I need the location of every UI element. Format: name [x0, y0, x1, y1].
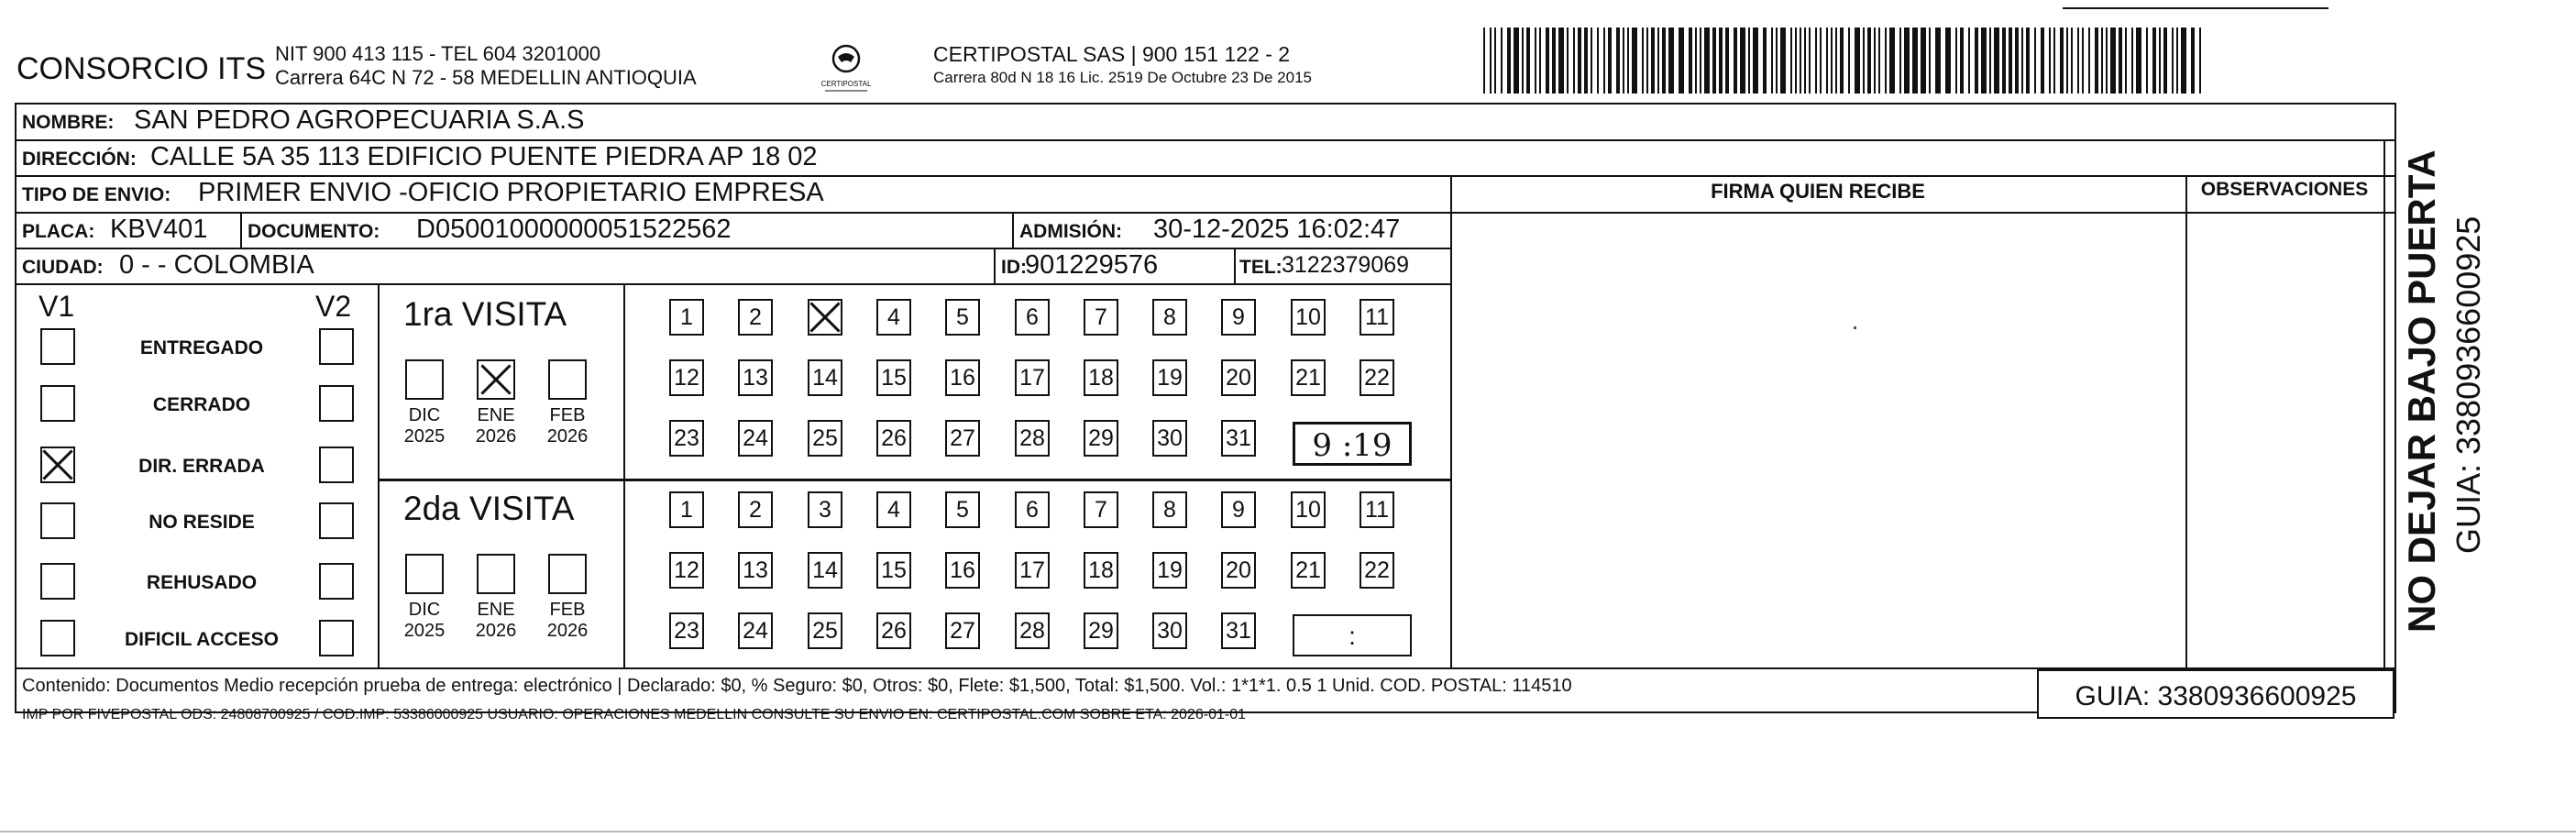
day-box[interactable]: 5: [945, 491, 980, 528]
barcode-bar: [1507, 28, 1511, 94]
day-box[interactable]: 28: [1015, 612, 1050, 649]
barcode-bar: [1809, 28, 1811, 94]
first-visit-title: 1ra VISITA: [403, 295, 567, 333]
day-box[interactable]: 26: [876, 420, 911, 457]
barcode-bar: [1826, 28, 1828, 94]
barcode-bar: [1712, 28, 1716, 94]
name-label: NOMBRE:: [22, 112, 115, 133]
barcode-bar: [1771, 28, 1773, 94]
day-box[interactable]: 23: [669, 612, 704, 649]
month-checkbox[interactable]: [548, 554, 587, 594]
col-line: [623, 283, 625, 667]
v1-checkbox[interactable]: [40, 385, 75, 422]
barcode-bar: [1546, 28, 1549, 94]
v1-checkbox[interactable]: [40, 447, 75, 483]
month-name: FEB: [549, 405, 586, 425]
barcode-bar: [1725, 28, 1729, 94]
barcode-bar: [1975, 28, 1978, 94]
barcode-bar: [1526, 28, 1530, 94]
day-box[interactable]: 8: [1152, 491, 1187, 528]
barcode-bar: [1820, 28, 1822, 94]
document-label: DOCUMENTO:: [248, 221, 380, 242]
tel-value: 3122379069: [1282, 252, 1410, 278]
name-value: SAN PEDRO AGROPECUARIA S.A.S: [134, 105, 585, 135]
barcode-bar: [2034, 28, 2036, 94]
day-box[interactable]: 10: [1291, 299, 1326, 336]
day-box[interactable]: 25: [808, 420, 842, 457]
day-box[interactable]: 11: [1360, 491, 1394, 528]
v1-checkbox[interactable]: [40, 502, 75, 539]
day-box[interactable]: 12: [669, 359, 704, 396]
barcode-bar: [2106, 28, 2108, 94]
day-box[interactable]: 24: [738, 612, 773, 649]
day-box[interactable]: 19: [1152, 359, 1187, 396]
day-box[interactable]: 19: [1152, 552, 1187, 589]
month-checkbox[interactable]: [405, 554, 444, 594]
day-box[interactable]: 4: [876, 299, 911, 336]
barcode-bar: [1490, 28, 1492, 94]
barcode-bar: [2181, 28, 2186, 94]
day-box[interactable]: 27: [945, 420, 980, 457]
barcode-bar: [1835, 28, 1837, 94]
day-box[interactable]: 10: [1291, 491, 1326, 528]
first-visit-time: 9 :19: [1312, 427, 1393, 464]
observations-title: OBSERVACIONES: [2200, 179, 2369, 200]
barcode-bar: [1867, 28, 1871, 94]
barcode-bar: [1689, 28, 1692, 94]
document-value: D05001000000051522562: [416, 215, 732, 244]
barcode-bar: [1584, 28, 1588, 94]
barcode-bar: [1662, 28, 1666, 94]
barcode-bar: [1840, 28, 1844, 94]
second-visit-time: :: [1349, 622, 1356, 650]
barcode-bar: [2015, 28, 2019, 94]
barcode-bar: [2053, 28, 2055, 94]
day-box[interactable]: 20: [1221, 359, 1256, 396]
day-box[interactable]: 2: [738, 299, 773, 336]
page-bottom-edge: [0, 831, 2576, 832]
admission-value: 30-12-2025 16:02:47: [1153, 215, 1401, 244]
month-label: [392, 405, 457, 447]
visit-separator: [378, 479, 1452, 481]
day-box[interactable]: 31: [1221, 420, 1256, 457]
barcode-bar: [1608, 28, 1612, 94]
barcode-bar: [1855, 28, 1860, 94]
status-option-label: NO RESIDE: [149, 512, 255, 533]
v2-checkbox[interactable]: [319, 563, 354, 600]
day-box[interactable]: 23: [669, 420, 704, 457]
month-checkbox[interactable]: [548, 359, 587, 400]
status-option-label: DIR. ERRADA: [138, 456, 265, 477]
barcode-bar: [1719, 28, 1723, 94]
second-visit-time-box[interactable]: [1293, 614, 1412, 656]
barcode-bar: [2082, 28, 2084, 94]
shipment-type-value: PRIMER ENVIO -OFICIO PROPIETARIO EMPRESA: [198, 178, 824, 207]
barcode-bar: [1795, 28, 1797, 94]
barcode: [1483, 28, 2207, 94]
plate-value: KBV401: [110, 215, 208, 244]
barcode-bar: [1800, 28, 1801, 94]
day-box[interactable]: 2: [738, 491, 773, 528]
month-name: ENE: [477, 600, 515, 620]
day-box[interactable]: 7: [1084, 491, 1118, 528]
month-checkbox[interactable]: [477, 359, 515, 400]
day-box[interactable]: 20: [1221, 552, 1256, 589]
day-box[interactable]: 7: [1084, 299, 1118, 336]
barcode-bar: [2125, 28, 2127, 94]
day-box[interactable]: 17: [1015, 359, 1050, 396]
day-box[interactable]: 18: [1084, 359, 1118, 396]
guia-number: GUIA: 3380936600925: [2075, 681, 2357, 711]
barcode-bar: [1558, 28, 1564, 94]
barcode-bar: [1632, 28, 1637, 94]
barcode-bar: [2071, 28, 2073, 94]
second-visit-title: 2da VISITA: [403, 490, 575, 527]
day-box-marked[interactable]: [808, 299, 842, 336]
barcode-bar: [1848, 28, 1850, 94]
barcode-bar: [1921, 28, 1926, 94]
col-line: [994, 248, 996, 283]
month-year: 2026: [475, 426, 517, 447]
barcode-bar: [1885, 28, 1887, 94]
barcode-bar: [1878, 28, 1880, 94]
address-label: DIRECCIÓN:: [22, 149, 137, 170]
month-name: FEB: [549, 600, 586, 620]
col-line: [378, 283, 380, 667]
day-box[interactable]: 17: [1015, 552, 1050, 589]
barcode-bar: [1700, 28, 1701, 94]
barcode-bar: [1646, 28, 1648, 94]
barcode-bar: [1790, 28, 1792, 94]
day-box[interactable]: 28: [1015, 420, 1050, 457]
month-label: [464, 600, 528, 642]
barcode-bar: [1734, 28, 1737, 94]
svg-text:CERTIPOSTAL: CERTIPOSTAL: [820, 80, 872, 88]
day-box[interactable]: 12: [669, 552, 704, 589]
col-line: [1234, 248, 1236, 283]
id-value: 901229576: [1025, 250, 1159, 280]
barcode-bar: [1522, 28, 1524, 94]
barcode-bar: [1912, 28, 1918, 94]
barcode-bar: [1899, 28, 1901, 94]
barcode-bar: [2146, 28, 2148, 94]
day-box[interactable]: 16: [945, 552, 980, 589]
status-option-label: DIFICIL ACCESO: [124, 629, 279, 650]
barcode-bar: [1501, 28, 1503, 94]
col-line: [2383, 139, 2385, 667]
barcode-bar: [1651, 28, 1655, 94]
col-line: [240, 212, 242, 248]
day-box[interactable]: 18: [1084, 552, 1118, 589]
barcode-bar: [2172, 28, 2174, 94]
month-name: ENE: [477, 405, 515, 425]
day-box[interactable]: 16: [945, 359, 980, 396]
barcode-bar: [2060, 28, 2064, 94]
barcode-bar: [2021, 28, 2023, 94]
first-visit-time-box[interactable]: [1293, 422, 1412, 466]
top-rule: [2063, 7, 2328, 9]
barcode-bar: [2199, 28, 2201, 94]
barcode-bar: [1748, 28, 1750, 94]
side-guia: GUIA: 3380936600925: [2449, 215, 2487, 554]
v1-header: V1: [39, 290, 75, 323]
barcode-bar: [1567, 28, 1569, 94]
barcode-bar: [2077, 28, 2079, 94]
month-year: 2025: [403, 621, 446, 641]
city-label: CIUDAD:: [22, 257, 104, 278]
barcode-bar: [1776, 28, 1778, 94]
footer-content: Contenido: Documentos Medio recepción prueba de entrega: electrónico | Declarado: $0, % Seguro: $0, Otros: $0, Flete: $1,500, Total: $1,500. Vol.: 1*1*1. 0.5 1 Unid. COD. POSTAL: 114510: [22, 676, 1572, 696]
signature-dot: [1854, 326, 1856, 329]
day-box[interactable]: 26: [876, 612, 911, 649]
day-box[interactable]: 8: [1152, 299, 1187, 336]
footer-print-info: IMP POR FIVEPOSTAL ODS: 24808700925 / COD.IMP: 53386000925 USUARIO: OPERACIONES MEDELLIN CONSULTE SU ENVIO EN: CERTIPOSTAL.COM SOBRE ETA: 2026-01-01: [22, 707, 1246, 722]
month-name: DIC: [408, 405, 441, 425]
v2-header: V2: [315, 290, 352, 323]
day-box[interactable]: 14: [808, 359, 842, 396]
v1-checkbox[interactable]: [40, 563, 75, 600]
status-option-label: CERRADO: [152, 394, 251, 415]
barcode-bar: [1657, 28, 1659, 94]
barcode-bar: [1623, 28, 1624, 94]
barcode-bar: [1616, 28, 1620, 94]
barcode-bar: [1695, 28, 1697, 94]
barcode-bar: [2088, 28, 2090, 94]
company-address: Carrera 64C N 72 - 58 MEDELLIN ANTIOQUIA: [275, 66, 697, 89]
v2-checkbox[interactable]: [319, 502, 354, 539]
barcode-bar: [1597, 28, 1599, 94]
day-box[interactable]: 15: [876, 552, 911, 589]
row-line: [15, 248, 1452, 249]
barcode-bar: [1831, 28, 1833, 94]
barcode-bar: [1591, 28, 1592, 94]
barcode-bar: [1627, 28, 1629, 94]
company-name: CONSORCIO ITS: [17, 51, 267, 86]
v1-checkbox[interactable]: [40, 620, 75, 656]
barcode-bar: [1514, 28, 1519, 94]
month-label: [535, 405, 600, 447]
month-checkbox[interactable]: [405, 359, 444, 400]
month-checkbox[interactable]: [477, 554, 515, 594]
status-option-label: ENTREGADO: [139, 337, 264, 358]
barcode-bar: [1863, 28, 1865, 94]
barcode-bar: [2119, 28, 2122, 94]
barcode-bar: [2026, 28, 2030, 94]
barcode-bar: [2136, 28, 2141, 94]
barcode-bar: [1642, 28, 1644, 94]
signature-field[interactable]: [1450, 207, 2185, 667]
barcode-bar: [1981, 28, 1987, 94]
day-box[interactable]: 11: [1360, 299, 1394, 336]
courier-name: CERTIPOSTAL SAS | 900 151 122 - 2: [933, 42, 1291, 66]
day-box[interactable]: 14: [808, 552, 842, 589]
shipment-type-label: TIPO DE ENVIO:: [22, 184, 171, 205]
day-box[interactable]: 4: [876, 491, 911, 528]
row-line: [15, 175, 2396, 177]
courier-license: Carrera 80d N 18 16 Lic. 2519 De Octubre 23 De 2015: [933, 69, 1312, 86]
v2-checkbox[interactable]: [319, 385, 354, 422]
barcode-bar: [2041, 28, 2044, 94]
barcode-bar: [1945, 28, 1951, 94]
barcode-bar: [1804, 28, 1806, 94]
barcode-bar: [1989, 28, 1991, 94]
month-label: [464, 405, 528, 447]
day-box[interactable]: 22: [1360, 359, 1394, 396]
barcode-bar: [2159, 28, 2161, 94]
barcode-bar: [1874, 28, 1876, 94]
day-box[interactable]: 1: [669, 299, 704, 336]
address-value: CALLE 5A 35 113 EDIFICIO PUENTE PIEDRA AP 18 02: [150, 142, 818, 171]
barcode-bar: [1578, 28, 1581, 94]
day-box[interactable]: 5: [945, 299, 980, 336]
barcode-bar: [2131, 28, 2133, 94]
day-box[interactable]: 29: [1084, 420, 1118, 457]
day-box[interactable]: 15: [876, 359, 911, 396]
barcode-bar: [1780, 28, 1786, 94]
month-year: 2026: [475, 621, 517, 641]
barcode-bar: [1668, 28, 1674, 94]
barcode-bar: [2176, 28, 2178, 94]
barcode-bar: [1535, 28, 1536, 94]
month-year: 2026: [546, 621, 589, 641]
day-box[interactable]: 9: [1221, 491, 1256, 528]
status-option-label: REHUSADO: [146, 572, 258, 593]
day-box[interactable]: 9: [1221, 299, 1256, 336]
barcode-bar: [1955, 28, 1957, 94]
barcode-bar: [1935, 28, 1941, 94]
barcode-bar: [1603, 28, 1605, 94]
guia-box: [2037, 669, 2394, 719]
row-line: [15, 139, 2396, 141]
day-box[interactable]: 22: [1360, 552, 1394, 589]
barcode-bar: [1815, 28, 1817, 94]
day-box[interactable]: 13: [738, 552, 773, 589]
barcode-bar: [2163, 28, 2167, 94]
day-box[interactable]: 13: [738, 359, 773, 396]
barcode-bar: [1889, 28, 1895, 94]
day-box[interactable]: 31: [1221, 612, 1256, 649]
day-box[interactable]: 30: [1152, 612, 1187, 649]
barcode-bar: [1704, 28, 1710, 94]
barcode-bar: [1552, 28, 1556, 94]
side-warning: NO DEJAR BAJO PUERTA: [2400, 149, 2443, 633]
barcode-bar: [1740, 28, 1745, 94]
barcode-bar: [1494, 28, 1496, 94]
barcode-bar: [2191, 28, 2195, 94]
month-year: 2025: [403, 426, 446, 447]
barcode-bar: [2009, 28, 2012, 94]
day-box[interactable]: 27: [945, 612, 980, 649]
barcode-bar: [2066, 28, 2068, 94]
barcode-bar: [1929, 28, 1931, 94]
v2-checkbox[interactable]: [319, 447, 354, 483]
observations-field[interactable]: [2187, 207, 2383, 667]
barcode-bar: [1753, 28, 1758, 94]
day-box[interactable]: 25: [808, 612, 842, 649]
day-box[interactable]: 21: [1291, 359, 1326, 396]
barcode-bar: [1968, 28, 1970, 94]
v1-checkbox[interactable]: [40, 328, 75, 365]
barcode-bar: [2110, 28, 2116, 94]
day-box[interactable]: 1: [669, 491, 704, 528]
barcode-bar: [1904, 28, 1910, 94]
barcode-bar: [2095, 28, 2098, 94]
day-box[interactable]: 6: [1015, 491, 1050, 528]
barcode-bar: [2101, 28, 2103, 94]
id-label: ID:: [1001, 257, 1027, 278]
month-label: [392, 600, 457, 642]
barcode-bar: [1679, 28, 1684, 94]
tel-label: TEL:: [1239, 257, 1282, 278]
month-label: [535, 600, 600, 642]
day-box[interactable]: 30: [1152, 420, 1187, 457]
admission-label: ADMISIÓN:: [1019, 221, 1122, 242]
city-value: 0 - - COLOMBIA: [119, 250, 314, 280]
plate-label: PLACA:: [22, 221, 95, 242]
month-year: 2026: [546, 426, 589, 447]
barcode-bar: [1573, 28, 1575, 94]
barcode-bar: [1539, 28, 1541, 94]
certipostal-logo: [814, 40, 878, 95]
month-name: DIC: [408, 600, 441, 620]
barcode-bar: [2002, 28, 2006, 94]
row-line: [15, 283, 1452, 285]
barcode-bar: [2049, 28, 2051, 94]
v2-checkbox[interactable]: [319, 328, 354, 365]
barcode-bar: [1994, 28, 1999, 94]
barcode-bar: [1960, 28, 1964, 94]
day-box[interactable]: 6: [1015, 299, 1050, 336]
barcode-bar: [1763, 28, 1767, 94]
day-box[interactable]: 24: [738, 420, 773, 457]
barcode-bar: [1483, 28, 1485, 94]
barcode-bar: [2152, 28, 2156, 94]
day-box[interactable]: 29: [1084, 612, 1118, 649]
day-box[interactable]: 3: [808, 491, 842, 528]
v2-checkbox[interactable]: [319, 620, 354, 656]
company-nit: NIT 900 413 115 - TEL 604 3201000: [275, 42, 601, 65]
col-line: [1012, 212, 1014, 248]
day-box[interactable]: 21: [1291, 552, 1326, 589]
signature-title: FIRMA QUIEN RECIBE: [1711, 180, 1925, 203]
